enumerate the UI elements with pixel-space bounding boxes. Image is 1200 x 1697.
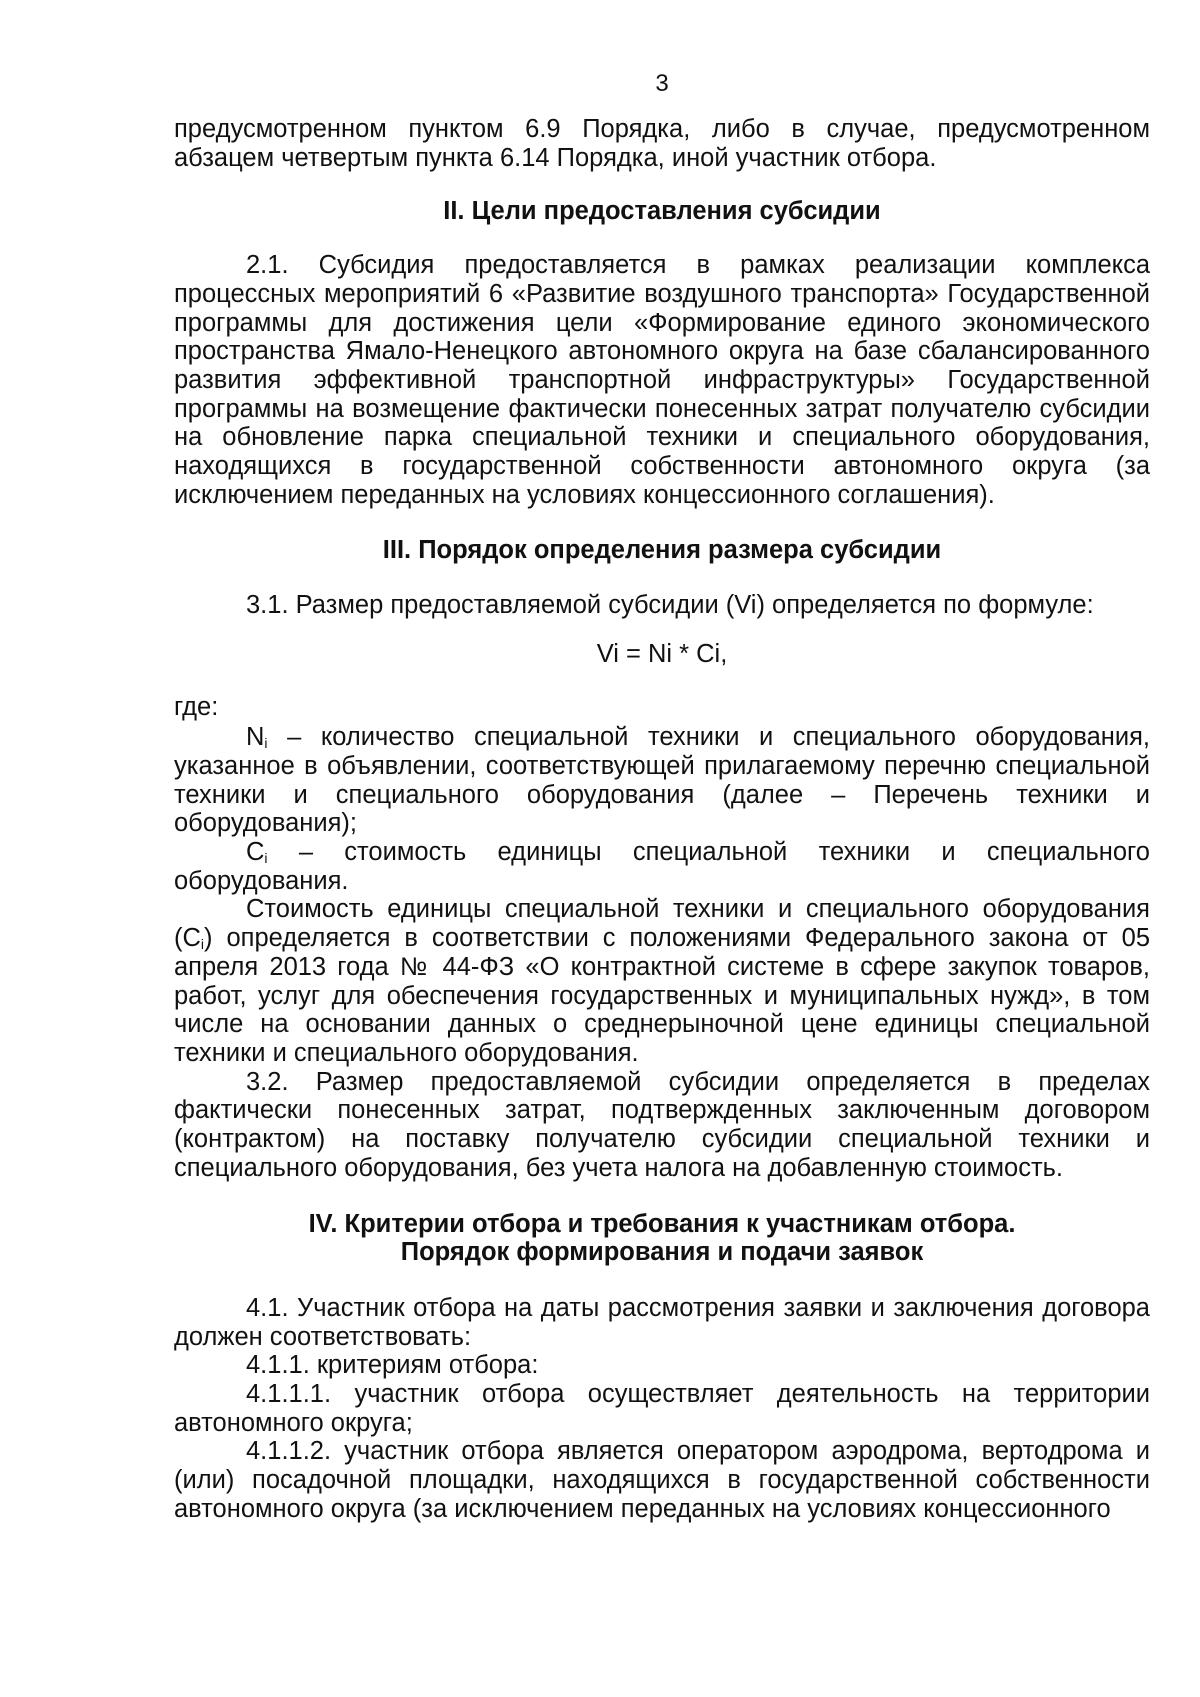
section-4-heading-line-2: Порядок формирования и подачи заявок (400, 1238, 924, 1267)
cost-paragraph-end: ) определяется в соответствии с положениями Федерального закона от 05 апреля 2013 года № 44-ФЗ «О контрактной системе в сфере закупок товаров, работ, услуг для обеспечения государственных и муниципальных нужд», в том числе на основании данных о среднерыночной цене единицы специальной техники и специального оборудования. (174, 924, 1150, 1067)
where-label: где: (174, 692, 219, 721)
definition-c-text: – стоимость единицы специальной техники и специального оборудования. (174, 838, 1150, 895)
paragraph-3-2: 3.2. Размер предоставляемой субсидии определяется в пределах фактически понесенных затрат, подтвержденных заключенным договором (контрактом) на поставку получателю субсидии специальной техники и специального оборудования, без учета налога на добавленную стоимость. (174, 1067, 1150, 1182)
section-4-heading-line-1: IV. Критерии отбора и требования к участникам отбора. (308, 1209, 1016, 1238)
definition-c (174, 838, 1150, 895)
document-page (174, 70, 1150, 1524)
definition-c-symbol: C (246, 838, 265, 867)
section-4-heading (174, 1210, 1150, 1267)
paragraph-4-1-1: 4.1.1. критериям отбора: (246, 1351, 539, 1380)
section-2-heading: II. Цели предоставления субсидии (443, 197, 881, 226)
section-3-heading: III. Порядок определения размера субсидии (382, 536, 942, 565)
paragraph-3-1: 3.1. Размер предоставляемой субсидии (Vi) определяется по формуле: (246, 591, 1094, 620)
intro-paragraph: предусмотренном пунктом 6.9 Порядка, либо в случае, предусмотренном абзацем четвертым пункта 6.14 Порядка, иной участник отбора. (174, 115, 1150, 172)
definition-c-subscript: i (264, 850, 268, 867)
cost-paragraph-start: Стоимость единицы специальной техники и специального оборудования (C (174, 895, 1150, 953)
cost-paragraph (174, 895, 1150, 1067)
paragraph-4-1-1-2: 4.1.1.2. участник отбора является оператором аэродрома, вертодрома и (или) посадочной площадки, находящихся в государственной собственности автономного округа (за исключением переданных на условиях концессионного (174, 1437, 1150, 1523)
page-number: 3 (655, 70, 669, 97)
formula: Vi = Ni * Ci, (596, 639, 728, 668)
definition-n (174, 723, 1150, 838)
paragraph-2-1: 2.1. Субсидия предоставляется в рамках реализации комплекса процессных мероприятий 6 «Развитие воздушного транспорта» Государственной программы для достижения цели «Формирование единого экономического пространства Ямало-Ненецкого автономного округа на базе сбалансированного развития эффективной транспортной инфраструктуры» Государственной программы на возмещение фактически понесенных затрат получателю субсидии на обновление парка специальной техники и специального оборудования, находящихся в государственной собственности автономного округа (за исключением переданных на условиях концессионного соглашения). (174, 251, 1150, 509)
paragraph-4-1: 4.1. Участник отбора на даты рассмотрения заявки и заключения договора должен соответствовать: (174, 1293, 1150, 1351)
definition-n-symbol: N (246, 723, 265, 752)
definition-n-text: – количество специальной техники и специального оборудования, указанное в объявлении, соответствующей прилагаемому перечню специальной техники и специального оборудования (далее – Перечень техники и оборудования); (174, 723, 1150, 838)
cost-paragraph-subscript: i (200, 936, 205, 953)
definition-n-subscript: i (264, 735, 268, 752)
paragraph-4-1-1-1: 4.1.1.1. участник отбора осуществляет деятельность на территории автономного округа; (174, 1380, 1150, 1437)
